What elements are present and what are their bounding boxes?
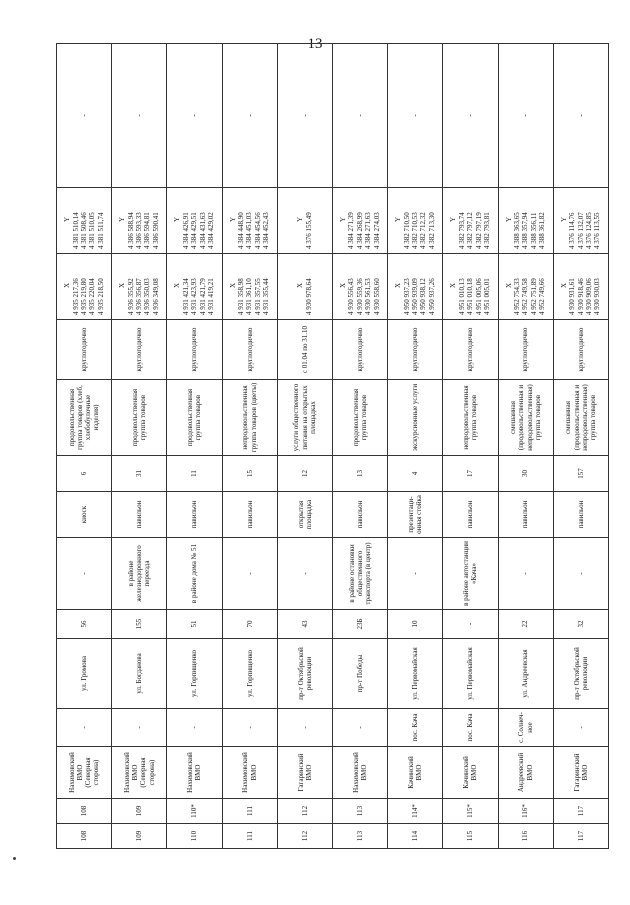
table-row [57, 44, 112, 849]
coord-y-value: 4 382 713,30 [427, 212, 436, 249]
cell-area: 6 [57, 456, 112, 492]
coord-x-label: X [173, 282, 182, 289]
cell-settlement: - [57, 709, 112, 747]
coord-x-value: 4 930 556,43 [347, 278, 356, 315]
cell-num: 114 [388, 824, 443, 849]
cell-specialization: непродовольственная группа товаров [443, 380, 498, 456]
coord-y-label: Y [504, 216, 513, 223]
coord-y-value: 4 384 452,43 [262, 212, 271, 249]
coord-y-value: 4 386 590,41 [151, 212, 160, 249]
cell-type: презентаци-онная стойка [388, 492, 443, 538]
cell-type: павильон [498, 492, 553, 538]
coord-y-value: 4 384 448,90 [237, 212, 246, 249]
cell-coord-y [553, 188, 608, 254]
cell-last: - [498, 44, 553, 188]
cell-coord-x [167, 254, 222, 320]
coord-y-value: 4 386 594,81 [143, 212, 152, 249]
coord-x-value: 4 951 005,06 [474, 278, 483, 315]
cell-last: - [443, 44, 498, 188]
cell-area: 13 [332, 456, 387, 492]
cell-coord-y [112, 188, 167, 254]
cell-house: 70 [222, 610, 277, 639]
coord-x-label: X [228, 282, 237, 289]
cell-coord-x [112, 254, 167, 320]
coord-x-value: 4 935 220,04 [88, 278, 97, 315]
cell-coord-x [57, 254, 112, 320]
cell-reg: 111 [222, 799, 277, 824]
cell-specialization: продовольственная группа товаров [332, 380, 387, 456]
cell-district: Нахимовский ВМО [332, 747, 387, 799]
cell-settlement: с. Солнеч-ное [498, 709, 553, 747]
coord-y-value: 4 381 510,05 [88, 212, 97, 249]
cell-settlement: пос. Кача [443, 709, 498, 747]
cell-reg: 112 [277, 799, 332, 824]
cell-last: - [112, 44, 167, 188]
cell-settlement: - [167, 709, 222, 747]
coord-x-value: 4 950 939,09 [411, 278, 420, 315]
cell-coord-x [553, 254, 608, 320]
coord-y-value: 4 384 454,56 [253, 212, 262, 249]
cell-last: - [57, 44, 112, 188]
cell-coord-y [332, 188, 387, 254]
cell-specialization: продовольственная группа товаров (хлеб, хлебобулочные изделия) [57, 380, 112, 456]
cell-num: 112 [277, 824, 332, 849]
coord-x-value: 4 952 751,89 [529, 278, 538, 315]
cell-settlement: - [112, 709, 167, 747]
cell-area: 157 [553, 456, 608, 492]
table-row [388, 44, 443, 849]
coord-x-value: 4 931 357,55 [253, 278, 262, 315]
cell-house: 23Б [332, 610, 387, 639]
cell-period: круглогодично [332, 320, 387, 380]
coord-y-value: 4 386 588,94 [126, 212, 135, 249]
coord-x-value: 4 950 937,23 [402, 278, 411, 315]
cell-street: ул. Первомайская [443, 639, 498, 709]
cell-last: - [553, 44, 608, 188]
coord-y-value: 4 382 797,12 [466, 212, 475, 249]
cell-district: Нахимовский ВМО [222, 747, 277, 799]
coord-x-value: 4 930 559,36 [355, 278, 364, 315]
cell-specialization: непродовольственная группа товаров (цветы) [222, 380, 277, 456]
cell-type: киоск [57, 492, 112, 538]
coord-y-value: 4 381 510,14 [71, 212, 80, 249]
cell-house: 32 [553, 610, 608, 639]
cell-house: 51 [167, 610, 222, 639]
cell-reg: 116* [498, 799, 553, 824]
coord-y-value: 4 376 155,49 [304, 212, 313, 249]
cell-settlement: - [277, 709, 332, 747]
cell-coord-y [388, 188, 443, 254]
coord-x-label: X [504, 282, 513, 289]
coord-y-label: Y [449, 216, 458, 223]
cell-street: ул. Горпищенко [222, 639, 277, 709]
coord-y-value: 4 382 710,53 [411, 212, 420, 249]
cell-district: Нахимовский ВМО [167, 747, 222, 799]
coord-y-label: Y [394, 216, 403, 223]
cell-num: 111 [222, 824, 277, 849]
coord-y-value: 4 382 710,50 [402, 212, 411, 249]
coord-y-label: Y [173, 216, 182, 223]
coord-x-value: 4 951 005,01 [482, 278, 491, 315]
coord-x-value: 4 936 355,92 [126, 278, 135, 315]
coord-x-value: 4 930 561,53 [364, 278, 373, 315]
coord-y-value: 4 384 429,02 [207, 212, 216, 249]
coord-x-value: 4 931 421,34 [181, 278, 190, 315]
coord-y-value: 4 388 356,11 [529, 212, 538, 249]
cell-specialization: смешанная (продовольственная и непродовольственная) группа товаров [498, 380, 553, 456]
coord-x-label: X [63, 282, 72, 289]
cell-coord-y [277, 188, 332, 254]
cell-street: пр-т Октябрьской революции [553, 639, 608, 709]
cell-coord-y [167, 188, 222, 254]
cell-house: 43 [277, 610, 332, 639]
coord-x-label: X [559, 282, 568, 289]
coord-x-value: 4 931 421,79 [198, 278, 207, 315]
coord-y-value: 4 382 793,74 [457, 212, 466, 249]
page-number: 13 [307, 36, 323, 52]
cell-reg: 110* [167, 799, 222, 824]
cell-street: ул. Андреевская [498, 639, 553, 709]
cell-num: 108 [57, 824, 112, 849]
cell-settlement: - [332, 709, 387, 747]
cell-type: павильон [332, 492, 387, 538]
cell-coord-x [332, 254, 387, 320]
cell-type: павильон [553, 492, 608, 538]
cell-last: - [277, 44, 332, 188]
cell-settlement: пос. Кача [388, 709, 443, 747]
coord-y-label: Y [339, 216, 348, 223]
table-row [277, 44, 332, 849]
cell-house: 155 [112, 610, 167, 639]
cell-area: 4 [388, 456, 443, 492]
cell-area: 31 [112, 456, 167, 492]
coord-y-value: 4 388 361,82 [538, 212, 547, 249]
cell-num: 113 [332, 824, 387, 849]
coord-x-value: 4 935 217,36 [71, 278, 80, 315]
cell-coord-y [443, 188, 498, 254]
table-row [112, 44, 167, 849]
cell-num: 109 [112, 824, 167, 849]
cell-period: круглогодично [443, 320, 498, 380]
margin-mark [13, 857, 16, 860]
coord-y-value: 4 384 431,63 [198, 212, 207, 249]
cell-reg: 114* [388, 799, 443, 824]
coord-x-value: 4 931 423,93 [190, 278, 199, 315]
cell-landmark: - [277, 538, 332, 610]
cell-landmark: - [388, 538, 443, 610]
cell-specialization: смешанная (продовольственная и непродовольственная) группа товаров [553, 380, 608, 456]
coord-x-value: 4 931 358,98 [237, 278, 246, 315]
cell-district: Гагаринский ВМО [277, 747, 332, 799]
cell-specialization: экскурсионные услуги [388, 380, 443, 456]
coord-y-value: 4 384 451,03 [245, 212, 254, 249]
coord-x-value: 4 930 909,06 [585, 278, 594, 315]
cell-landmark: - [553, 538, 608, 610]
coord-y-value: 4 384 271,63 [364, 212, 373, 249]
cell-district: Андреевский ВМО [498, 747, 553, 799]
coord-y-value: 4 381 508,46 [79, 212, 88, 249]
cell-last: - [332, 44, 387, 188]
cell-coord-x [443, 254, 498, 320]
coord-x-value: 4 936 356,87 [135, 278, 144, 315]
coord-x-value: 4 950 938,12 [419, 278, 428, 315]
coord-y-value: 4 384 274,03 [372, 212, 381, 249]
coord-x-value: 4 952 749,58 [521, 278, 530, 315]
cell-period: круглогодично [553, 320, 608, 380]
cell-last: - [167, 44, 222, 188]
cell-landmark: в районе автостанции «Кача» [443, 538, 498, 610]
table-row [222, 44, 277, 849]
cell-reg: 108 [57, 799, 112, 824]
coord-y-label: Y [118, 216, 127, 223]
coord-x-value: 4 930 978,64 [304, 278, 313, 315]
coord-y-value: 4 376 114,76 [568, 212, 577, 249]
coord-y-value: 4 386 593,33 [135, 212, 144, 249]
cell-area: 30 [498, 456, 553, 492]
cell-specialization: продовольственная группа товаров [167, 380, 222, 456]
coord-y-value: 4 384 429,51 [190, 212, 199, 249]
table-row [498, 44, 553, 849]
cell-type: открытая площадка [277, 492, 332, 538]
cell-district: Качинский ВМО [443, 747, 498, 799]
cell-coord-y [498, 188, 553, 254]
coord-x-value: 4 952 749,66 [538, 278, 547, 315]
placement-table [56, 43, 609, 849]
coord-y-value: 4 376 124,85 [585, 212, 594, 249]
coord-x-value: 4 930 930,03 [593, 278, 602, 315]
coord-x-value: 4 951 010,13 [457, 278, 466, 315]
cell-period: круглогодично [167, 320, 222, 380]
coord-y-label: Y [559, 216, 568, 223]
cell-landmark: в районе остановки общественного транспорта (в центр) [332, 538, 387, 610]
coord-y-value: 4 376 132,07 [576, 212, 585, 249]
cell-type: павильон [443, 492, 498, 538]
table-row [167, 44, 222, 849]
coord-x-label: X [118, 282, 127, 289]
cell-reg: 117 [553, 799, 608, 824]
cell-landmark: - [57, 538, 112, 610]
cell-district: Качинский ВМО [388, 747, 443, 799]
coord-y-value: 4 384 268,99 [355, 212, 364, 249]
cell-coord-x [222, 254, 277, 320]
coord-x-value: 4 930 931,61 [568, 278, 577, 315]
coord-y-value: 4 382 797,19 [474, 212, 483, 249]
cell-district: Нахимовский ВМО (Северная сторона) [112, 747, 167, 799]
coord-y-value: 4 376 113,55 [593, 212, 602, 249]
cell-coord-x [498, 254, 553, 320]
coord-y-label: Y [63, 216, 72, 223]
coord-x-label: X [394, 282, 403, 289]
cell-landmark: в районе железнодорожного переезда [112, 538, 167, 610]
cell-type: павильон [167, 492, 222, 538]
coord-x-value: 4 931 361,10 [245, 278, 254, 315]
cell-period: с 01.04 по 31.10 [277, 320, 332, 380]
cell-period: круглогодично [222, 320, 277, 380]
cell-reg: 115* [443, 799, 498, 824]
cell-house: - [443, 610, 498, 639]
coord-y-value: 4 384 271,39 [347, 212, 356, 249]
coord-x-value: 4 935 219,80 [79, 278, 88, 315]
cell-num: 110 [167, 824, 222, 849]
coord-x-label: X [296, 282, 305, 289]
cell-landmark: - [222, 538, 277, 610]
coord-x-value: 4 951 010,18 [466, 278, 475, 315]
cell-area: 12 [277, 456, 332, 492]
cell-coord-y [57, 188, 112, 254]
cell-area: 15 [222, 456, 277, 492]
coord-x-value: 4 930 558,60 [372, 278, 381, 315]
coord-x-value: 4 936 349,08 [151, 278, 160, 315]
cell-street: ул. Богданова [112, 639, 167, 709]
coord-y-label: Y [228, 216, 237, 223]
cell-reg: 113 [332, 799, 387, 824]
coord-y-value: 4 388 363,65 [513, 212, 521, 249]
cell-reg: 109 [112, 799, 167, 824]
cell-coord-y [222, 188, 277, 254]
cell-street: пр-т Октябрьской революции [277, 639, 332, 709]
cell-num: 116 [498, 824, 553, 849]
coord-y-value: 4 382 712,32 [419, 212, 428, 249]
cell-house: 10 [388, 610, 443, 639]
coord-x-label: X [339, 282, 348, 289]
coord-x-value: 4 931 355,44 [262, 278, 271, 315]
table-row [332, 44, 387, 849]
cell-house: 56 [57, 610, 112, 639]
cell-area: 11 [167, 456, 222, 492]
cell-area: 17 [443, 456, 498, 492]
coord-y-value: 4 381 511,74 [96, 212, 105, 249]
cell-specialization: продовольственная группа товаров [112, 380, 167, 456]
cell-num: 115 [443, 824, 498, 849]
cell-type: павильон [112, 492, 167, 538]
coord-x-value: 4 952 754,33 [513, 278, 521, 315]
coord-x-value: 4 936 350,03 [143, 278, 152, 315]
coord-x-value: 4 930 918,46 [576, 278, 585, 315]
cell-coord-x [388, 254, 443, 320]
cell-period: круглогодично [498, 320, 553, 380]
cell-period: круглогодично [112, 320, 167, 380]
cell-last: - [388, 44, 443, 188]
cell-num: 117 [553, 824, 608, 849]
cell-street: ул. Горпищенко [167, 639, 222, 709]
cell-street: ул. Громова [57, 639, 112, 709]
coord-y-label: Y [296, 216, 305, 223]
cell-landmark: - [498, 538, 553, 610]
cell-type: павильон [222, 492, 277, 538]
cell-street: пр-т Победы [332, 639, 387, 709]
coord-x-label: X [449, 282, 458, 289]
coord-x-value: 4 931 419,21 [207, 278, 216, 315]
table-row [443, 44, 498, 849]
coord-x-value: 4 935 218,50 [96, 278, 105, 315]
cell-coord-x [277, 254, 332, 320]
coord-y-value: 4 384 426,91 [181, 212, 190, 249]
coord-x-value: 4 950 937,26 [427, 278, 436, 315]
cell-period: круглогодично [57, 320, 112, 380]
cell-district: Нахимовский ВМО (Северная сторона) [57, 747, 112, 799]
cell-specialization: услуги общественного питания на открытых площадках [277, 380, 332, 456]
coord-y-value: 4 388 357,94 [521, 212, 530, 249]
cell-house: 22 [498, 610, 553, 639]
table-row [553, 44, 608, 849]
coord-y-value: 4 382 793,81 [482, 212, 491, 249]
cell-district: Гагаринский ВМО [553, 747, 608, 799]
cell-settlement: - [222, 709, 277, 747]
table-container [56, 64, 609, 849]
cell-landmark: в районе дома № 51 [167, 538, 222, 610]
cell-settlement: - [553, 709, 608, 747]
cell-street: ул. Первомайская [388, 639, 443, 709]
cell-period: круглогодично [388, 320, 443, 380]
cell-last: - [222, 44, 277, 188]
